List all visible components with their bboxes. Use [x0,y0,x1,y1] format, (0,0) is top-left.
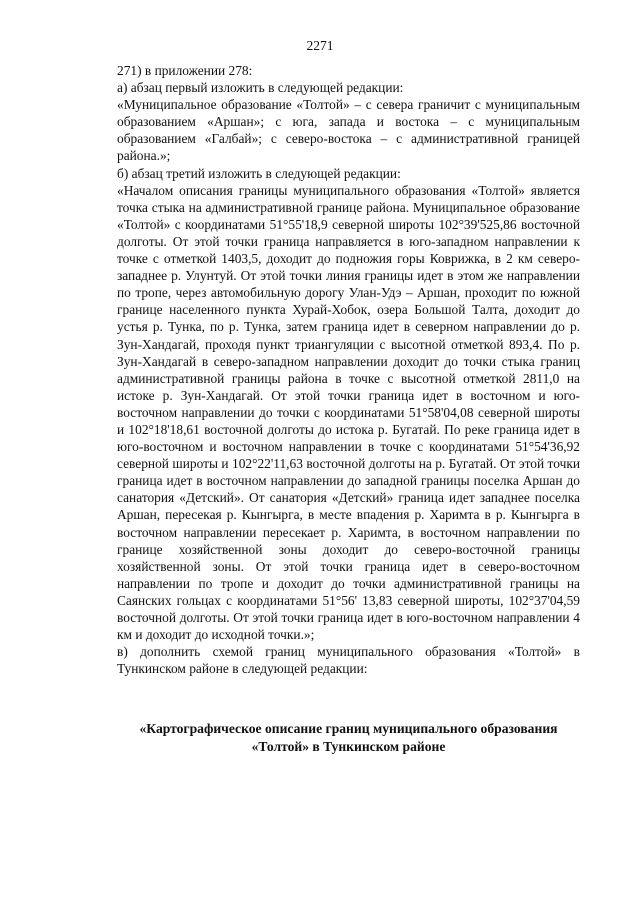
paragraph-instruction-b: б) абзац третий изложить в следующей редакции: [117,165,401,181]
heading-line-1: «Картографическое описание границ муниципального образования [139,721,558,736]
paragraph-instruction-a: а) абзац первый изложить в следующей редакции: [117,80,404,96]
section-heading [117,720,580,755]
body-text [117,62,580,677]
page-number: 2271 [306,38,334,53]
paragraph-quote-a: «Муниципальное образование «Толтой» – с севера граничит с муниципальным образованием «Аршан»; с юга, запада и востока – с муниципальным образованием «Галбай»; с северо-востока – с административной границей района.»; [117,97,580,164]
paragraph-instruction-c: в) дополнить схемой границ муниципального образования «Толтой» в Тункинском районе в следующей редакции: [117,644,580,677]
paragraph-item-number: 271) в приложении 278: [117,63,253,78]
paragraph-quote-b: «Началом описания границы муниципального образования «Толтой» является точка стыка на административной границе района. Муниципальное образование «Толтой» с координатами 51°55'18,9 северной широты 102°39'525,86 восточной долготы. От этой точки граница направляется в юго-западном направлении к точке с отметкой 1403,5, доходит до подножия горы Коврижка, в 2 км северо-западнее р. Улунтуй. От этой точки линия границы идет в этом же направлении по тропе, через автомобильную дорогу Улан-Удэ – Аршан, проходит по южной границе населенного пункта Хурай-Хобок, озера Большой Талта, доходит до устья р. Тунка, по р. Тунка, затем граница идет в северном направлении до р. Зун-Хандагай, проходя пункт триангуляции с высотной отметкой 893,4. По р. Зун-Хандагай в северо-западном направлении доходит до точки стыка границ административной границы района в точке с высотной отметкой 2811,0 на истоке р. Зун-Хандагай. От этой точки граница идет в восточном и юго-восточном направлении до точки с координатами 51°58'04,08 северной широты и 102°18'18,61 восточной долготы до истока р. Бугатай. По реке граница идет в юго-восточном и восточном направлении в точке с координатами 51°54'36,92 северной широты и 102°22'11,63 восточной долготы на р. Бугатай. От этой точки граница идет в восточном направлении до западной границы поселка Аршан до санатория «Детский». От санатория «Детский» граница идет западнее поселка Аршан, пересекая р. Кынгырга, в месте впадения р. Харимта в р. Кынгырга в восточном направлении пересекает р. Харимта, в восточном направлении по границе хозяйственной зоны доходит до северо-восточной границы хозяйственной зоны. От этой точки граница идет в северо-восточном направлении по тропе и доходит до точки административной границы на Саянских гольцах с координатами 51°56' 13,83 северной широты, 102°37'04,59 восточной долготы. От этой точки граница идет в юго-восточном направлении 4 км и доходит до исходной точки.»; [117,182,580,643]
heading-line-2: «Толтой» в Тункинском районе [251,738,446,754]
